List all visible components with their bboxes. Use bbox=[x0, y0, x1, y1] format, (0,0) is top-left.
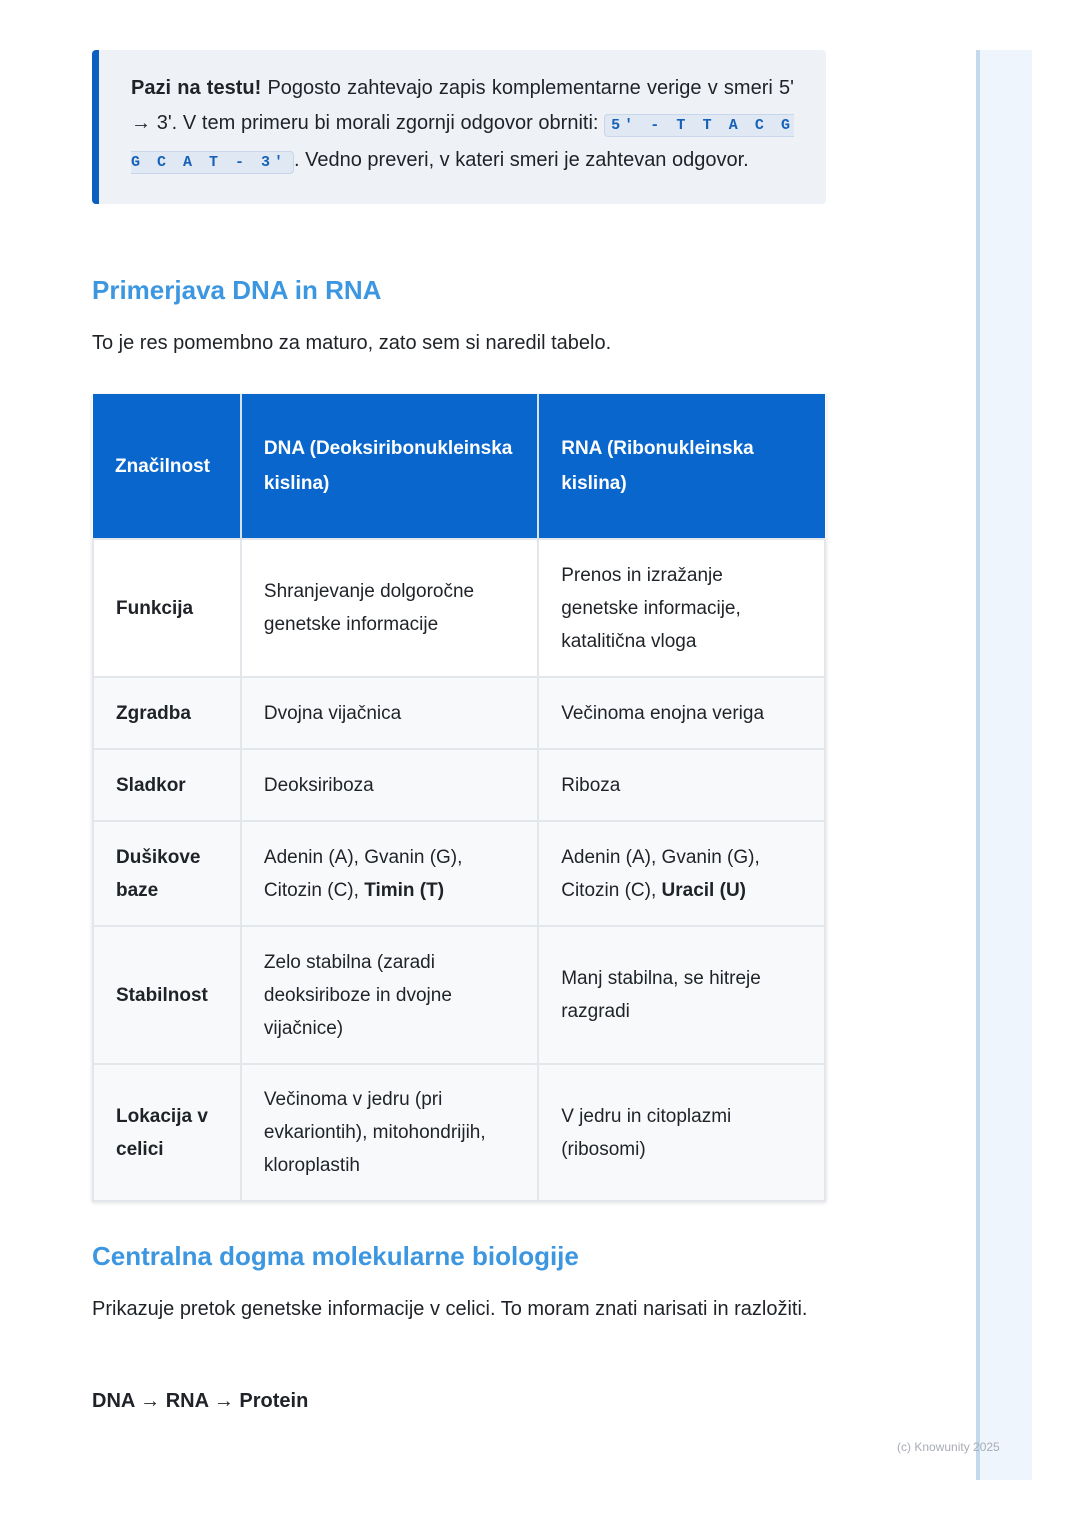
dna-cell: Večinoma v jedru (pri evkariontih), mitohondrijih, kloroplastih bbox=[241, 1064, 538, 1201]
table-row bbox=[93, 1064, 825, 1201]
rna-cell: Manj stabilna, se hitreje razgradi bbox=[538, 926, 825, 1064]
rna-bases-text: Adenin (A), Gvanin (G), Citozin (C), bbox=[561, 846, 760, 901]
section-heading-central-dogma: Centralna dogma molekularne biologije bbox=[92, 1241, 579, 1271]
table-row bbox=[93, 926, 825, 1064]
table-row bbox=[93, 749, 825, 821]
section-intro: Prikazuje pretok genetske informacije v celici. To moram znati narisati in razložiti. bbox=[92, 1298, 808, 1320]
rna-cell: Večinoma enojna veriga bbox=[538, 677, 825, 749]
central-dogma-flow: DNA → RNA → Protein bbox=[92, 1390, 309, 1412]
header-cell: Značilnost bbox=[93, 394, 241, 539]
rna-cell bbox=[538, 821, 825, 926]
dna-cell: Shranjevanje dolgoročne genetske informacije bbox=[241, 539, 538, 677]
feature-cell: Funkcija bbox=[93, 539, 241, 677]
section-heading-dna-rna: Primerjava DNA in RNA bbox=[92, 275, 382, 305]
section-intro: To je res pomembno za maturo, zato sem si naredil tabelo. bbox=[92, 332, 612, 354]
callout-text: Pogosto zahtevajo zapis komplementarne verige v smeri 5' → 3'. V tem primeru bi morali zgornji odgovor obrniti: bbox=[131, 77, 794, 134]
dna-cell: Dvojna vijačnica bbox=[241, 677, 538, 749]
callout-strong: Pazi na testu! bbox=[131, 77, 262, 99]
dna-cell bbox=[241, 821, 538, 926]
rna-cell: V jedru in citoplazmi (ribosomi) bbox=[538, 1064, 825, 1201]
dna-cell: Deoksiriboza bbox=[241, 749, 538, 821]
table-header-row bbox=[93, 394, 825, 539]
feature-cell: Zgradba bbox=[93, 677, 241, 749]
copyright-footer: (c) Knowunity 2025 bbox=[897, 1440, 1000, 1454]
rna-unique-base: Uracil (U) bbox=[661, 879, 746, 901]
dna-unique-base: Timin (T) bbox=[364, 879, 445, 901]
header-cell: RNA (Ribonukleinska kislina) bbox=[538, 394, 825, 539]
table-row bbox=[93, 539, 825, 677]
dna-bases-text: Adenin (A), Gvanin (G), Citozin (C), bbox=[263, 846, 463, 901]
side-panel bbox=[976, 50, 1032, 1480]
feature-cell: Stabilnost bbox=[93, 926, 241, 1064]
test-tip-callout bbox=[92, 50, 826, 204]
feature-cell: Lokacija v celici bbox=[93, 1064, 241, 1201]
callout-code: 5' - T T A C G G C A T - 3' bbox=[131, 114, 794, 174]
dna-cell: Zelo stabilna (zaradi deoksiriboze in dvojne vijačnice) bbox=[241, 926, 538, 1064]
rna-cell: Riboza bbox=[538, 749, 825, 821]
document-content bbox=[92, 50, 826, 1412]
table-row bbox=[93, 821, 825, 926]
feature-cell: Sladkor bbox=[93, 749, 241, 821]
header-cell: DNA (Deoksiribonukleinska kislina) bbox=[241, 394, 538, 539]
callout-text-end: . Vedno preveri, v kateri smeri je zahtevan odgovor. bbox=[294, 149, 749, 171]
table-row bbox=[93, 677, 825, 749]
rna-cell: Prenos in izražanje genetske informacije, katalitična vloga bbox=[538, 539, 825, 677]
comparison-table bbox=[92, 394, 826, 1202]
feature-cell: Dušikove baze bbox=[93, 821, 241, 926]
